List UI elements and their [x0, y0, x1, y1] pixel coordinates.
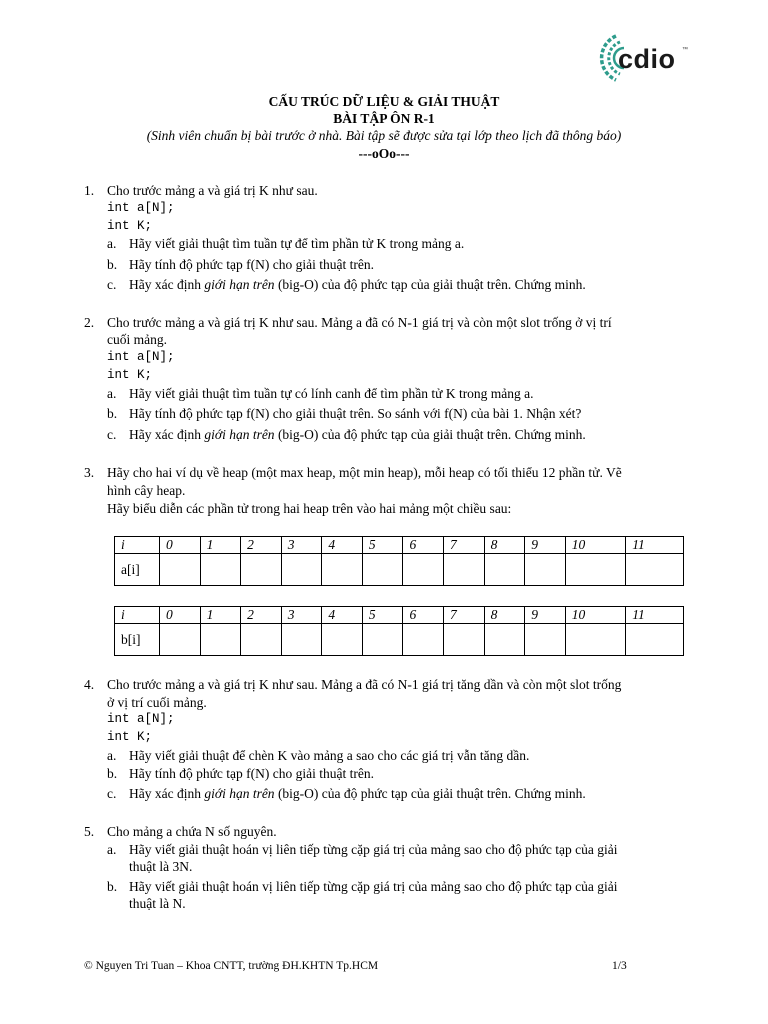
- index-header: i: [115, 607, 160, 624]
- value-cell: [484, 554, 525, 586]
- q1-code-line: int K;: [107, 219, 153, 233]
- q5-number: 5.: [84, 824, 95, 839]
- index-cell: 2: [241, 537, 282, 554]
- value-cell: [160, 624, 201, 656]
- q1-item-label: c.: [107, 277, 117, 292]
- q4-item-label: a.: [107, 748, 117, 763]
- index-cell: 10: [565, 537, 626, 554]
- index-cell: 11: [626, 607, 684, 624]
- q5-item-a-cont: thuật là 3N.: [129, 859, 193, 874]
- index-cell: 1: [200, 537, 241, 554]
- q1-item-label: b.: [107, 257, 118, 272]
- q4-number: 4.: [84, 677, 95, 692]
- index-cell: 0: [160, 607, 201, 624]
- q4-item-c: Hãy xác định giới hạn trên (big-O) của độ phức tạp của giải thuật trên. Chứng minh.: [129, 786, 586, 801]
- value-cell: [281, 554, 322, 586]
- q1-item-c: Hãy xác định giới hạn trên (big-O) của độ phức tạp của giải thuật trên. Chứng minh.: [129, 277, 586, 292]
- q2-text: Cho trước mảng a và giá trị K như sau. Mảng a đã có N-1 giá trị và còn một slot trống ở vị trí: [107, 315, 612, 330]
- q4-item-b: Hãy tính độ phức tạp f(N) cho giải thuật trên.: [129, 766, 374, 781]
- value-cell: [403, 554, 444, 586]
- value-cell: [241, 554, 282, 586]
- logo-text: cdio: [618, 44, 676, 74]
- q1-item-label: a.: [107, 236, 117, 251]
- index-cell: 2: [241, 607, 282, 624]
- array-table-b: [114, 606, 684, 656]
- index-header: i: [115, 537, 160, 554]
- q2-item-label: a.: [107, 386, 117, 401]
- document-note: (Sinh viên chuẩn bị bài trước ở nhà. Bài tập sẽ được sửa tại lớp theo lịch đã thông báo): [146, 128, 622, 143]
- q5-item-label: a.: [107, 842, 117, 857]
- q3-text-2: Hãy biểu diễn các phần tử trong hai heap trên vào hai mảng một chiều sau:: [107, 501, 512, 516]
- index-cell: 10: [565, 607, 626, 624]
- document-subtitle: BÀI TẬP ÔN R-1: [333, 111, 435, 126]
- value-cell: [200, 554, 241, 586]
- q2-item-label: b.: [107, 406, 118, 421]
- q2-item-b: Hãy tính độ phức tạp f(N) cho giải thuật trên. So sánh với f(N) của bài 1. Nhận xét?: [129, 406, 582, 421]
- index-cell: 6: [403, 537, 444, 554]
- q4-text: Cho trước mảng a và giá trị K như sau. Mảng a đã có N-1 giá trị tăng dần và còn một slot trống: [107, 677, 622, 692]
- index-cell: 5: [362, 537, 403, 554]
- index-cell: 11: [626, 537, 684, 554]
- index-cell: 3: [281, 537, 322, 554]
- q4-text-cont: ở vị trí cuối mảng.: [107, 695, 207, 710]
- page-number: 1/3: [612, 960, 627, 972]
- value-cell: [362, 624, 403, 656]
- q5-item-b: Hãy viết giải thuật hoán vị liên tiếp từng cặp giá trị của mảng sao cho độ phức tạp của giải: [129, 879, 618, 894]
- q2-item-label: c.: [107, 427, 117, 442]
- value-cell: [281, 624, 322, 656]
- document-title: CẤU TRÚC DỮ LIỆU & GIẢI THUẬT: [268, 94, 500, 109]
- logo-trademark: ™: [682, 47, 688, 53]
- q4-code-line: int K;: [107, 730, 153, 744]
- index-cell: 0: [160, 537, 201, 554]
- q2-code-line: int K;: [107, 368, 153, 382]
- q1-code-line: int a[N];: [107, 201, 175, 215]
- index-cell: 6: [403, 607, 444, 624]
- value-cell: [322, 554, 363, 586]
- q5-item-a: Hãy viết giải thuật hoán vị liên tiếp từng cặp giá trị của mảng sao cho độ phức tạp của giải: [129, 842, 618, 857]
- value-cell: [484, 624, 525, 656]
- q5-text: Cho mảng a chứa N số nguyên.: [107, 824, 277, 839]
- index-cell: 3: [281, 607, 322, 624]
- value-cell: [444, 624, 485, 656]
- q4-item-a: Hãy viết giải thuật để chèn K vào mảng a sao cho các giá trị vẫn tăng dần.: [129, 748, 530, 763]
- footer-copyright: © Nguyen Tri Tuan – Khoa CNTT, trường ĐH.KHTN Tp.HCM: [84, 960, 379, 972]
- q4-code-line: int a[N];: [107, 712, 175, 726]
- value-cell: [200, 624, 241, 656]
- row-label-a: a[i]: [115, 554, 160, 586]
- q4-item-label: b.: [107, 766, 118, 781]
- value-cell: [362, 554, 403, 586]
- value-cell: [322, 624, 363, 656]
- value-cell: [444, 554, 485, 586]
- q2-text-cont: cuối mảng.: [107, 332, 167, 347]
- row-label-b: b[i]: [115, 624, 160, 656]
- q3-number: 3.: [84, 465, 95, 480]
- index-cell: 7: [444, 607, 485, 624]
- q2-code-line: int a[N];: [107, 350, 175, 364]
- q3-text: Hãy cho hai ví dụ về heap (một max heap, một min heap), mỗi heap có tối thiểu 12 phần tử. Vẽ: [107, 465, 622, 480]
- q2-item-a: Hãy viết giải thuật tìm tuần tự có lính canh để tìm phần tử K trong mảng a.: [129, 386, 534, 401]
- q1-text: Cho trước mảng a và giá trị K như sau.: [107, 183, 318, 198]
- separator: ---oOo---: [358, 146, 410, 161]
- q1-item-b: Hãy tính độ phức tạp f(N) cho giải thuật trên.: [129, 257, 374, 272]
- q5-item-b-cont: thuật là N.: [129, 896, 186, 911]
- index-cell: 4: [322, 607, 363, 624]
- value-cell: [525, 624, 566, 656]
- value-cell: [403, 624, 444, 656]
- index-cell: 4: [322, 537, 363, 554]
- q1-item-a: Hãy viết giải thuật tìm tuần tự để tìm phần tử K trong mảng a.: [129, 236, 465, 251]
- q4-item-label: c.: [107, 786, 117, 801]
- value-cell: [160, 554, 201, 586]
- value-cell: [565, 554, 626, 586]
- index-cell: 5: [362, 607, 403, 624]
- value-cell: [626, 554, 684, 586]
- q2-item-c: Hãy xác định giới hạn trên (big-O) của độ phức tạp của giải thuật trên. Chứng minh.: [129, 427, 586, 442]
- q1-number: 1.: [84, 183, 95, 198]
- index-cell: 9: [525, 607, 566, 624]
- q3-text-cont: hình cây heap.: [107, 483, 186, 498]
- value-cell: [565, 624, 626, 656]
- index-cell: 1: [200, 607, 241, 624]
- index-cell: 7: [444, 537, 485, 554]
- array-table-a: [114, 536, 684, 586]
- value-cell: [525, 554, 566, 586]
- index-cell: 8: [484, 607, 525, 624]
- value-cell: [241, 624, 282, 656]
- value-cell: [626, 624, 684, 656]
- index-cell: 8: [484, 537, 525, 554]
- index-cell: 9: [525, 537, 566, 554]
- q2-number: 2.: [84, 315, 95, 330]
- q5-item-label: b.: [107, 879, 118, 894]
